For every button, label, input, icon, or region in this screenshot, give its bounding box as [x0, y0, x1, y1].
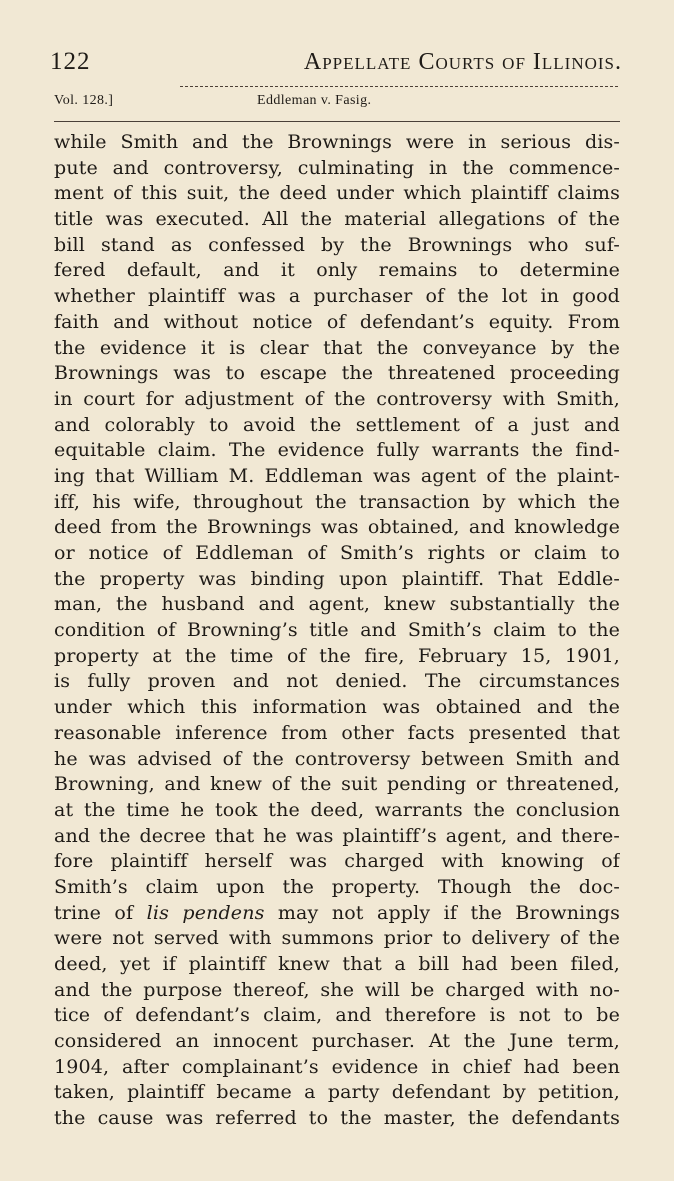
case-name: Eddleman v. Fasig. [257, 93, 372, 108]
citation-line [54, 92, 614, 116]
section-divider [54, 121, 620, 122]
text-line-with-italic [54, 901, 620, 927]
text-line: title was executed. All the material allegations of the [54, 208, 620, 231]
text-line: reasonable inference from other facts presented that [54, 721, 620, 744]
text-line: and the decree that he was plaintiff’s agent, and there- [54, 824, 620, 847]
running-head [50, 48, 622, 82]
text-line: at the time he took the deed, warrants the conclusion [54, 798, 620, 821]
volume-label: Vol. 128.] [54, 93, 114, 108]
text-line: while Smith and the Brownings were in serious dis- [54, 131, 620, 153]
text-line: Smith’s claim upon the property. Though the doc- [54, 875, 620, 898]
running-title: Appellate Courts of Illinois. [303, 49, 622, 75]
text-line: were not served with summons prior to delivery of the [54, 927, 620, 950]
text-line: and the purpose thereof, she will be charged with no- [54, 978, 620, 1001]
text-line: or notice of Eddleman of Smith’s rights or claim to [54, 542, 620, 564]
body-text [54, 130, 620, 1132]
text-line: condition of Browning’s title and Smith’s claim to the [54, 619, 620, 642]
text-line: is fully proven and not denied. The circumstances [54, 670, 620, 693]
text-line: bill stand as confessed by the Brownings who suf- [54, 233, 620, 256]
text-line: Browning, and knew of the suit pending or threatened, [54, 773, 620, 796]
text-line: in court for adjustment of the controversy with Smith, [54, 387, 620, 410]
text-line: ment of this suit, the deed under which plaintiff claims [54, 182, 620, 205]
text-line: property at the time of the fire, February 15, 1901, [54, 644, 620, 667]
text-line: pute and controversy, culminating in the commence- [54, 156, 620, 179]
lis-pendens-italic: lis pendens [146, 901, 265, 924]
text-line: considered an innocent purchaser. At the June term, [54, 1030, 620, 1053]
page-number: 122 [50, 48, 91, 75]
text-line: Brownings was to escape the threatened proceeding [54, 362, 620, 385]
text-line: he was advised of the controversy between Smith and [54, 747, 620, 770]
text-line: fore plaintiff herself was charged with knowing of [54, 850, 620, 873]
header-rule [180, 86, 618, 87]
text-line: deed, yet if plaintiff knew that a bill had been filed, [54, 953, 620, 975]
text-line: deed from the Brownings was obtained, and knowledge [54, 516, 620, 539]
text-line: tice of defendant’s claim, and therefore is not to be [54, 1004, 620, 1027]
text-line: man, the husband and agent, knew substantially the [54, 593, 620, 616]
text-line: ing that William M. Eddleman was agent of the plaint- [54, 464, 620, 487]
text-line: under which this information was obtained and the [54, 696, 620, 719]
text-line: and colorably to avoid the settlement of a just and [54, 413, 620, 436]
line-end: may not apply if the Brownings [264, 901, 620, 924]
text-line: whether plaintiff was a purchaser of the lot in good [54, 285, 620, 308]
text-line: the evidence it is clear that the conveyance by the [54, 336, 620, 359]
text-line: fered default, and it only remains to determine [54, 259, 620, 282]
text-line: taken, plaintiff became a party defendant by petition, [54, 1081, 620, 1104]
text-line: equitable claim. The evidence fully warrants the find- [54, 439, 620, 462]
text-line: the property was binding upon plaintiff. That Eddle- [54, 567, 620, 590]
line-start: trine of [54, 901, 147, 924]
text-line: faith and without notice of defendant’s equity. From [54, 310, 620, 333]
text-line: the cause was referred to the master, the defendants [54, 1107, 620, 1130]
text-line: iff, his wife, throughout the transaction by which the [54, 490, 620, 513]
text-line: 1904, after complainant’s evidence in chief had been [54, 1055, 620, 1078]
